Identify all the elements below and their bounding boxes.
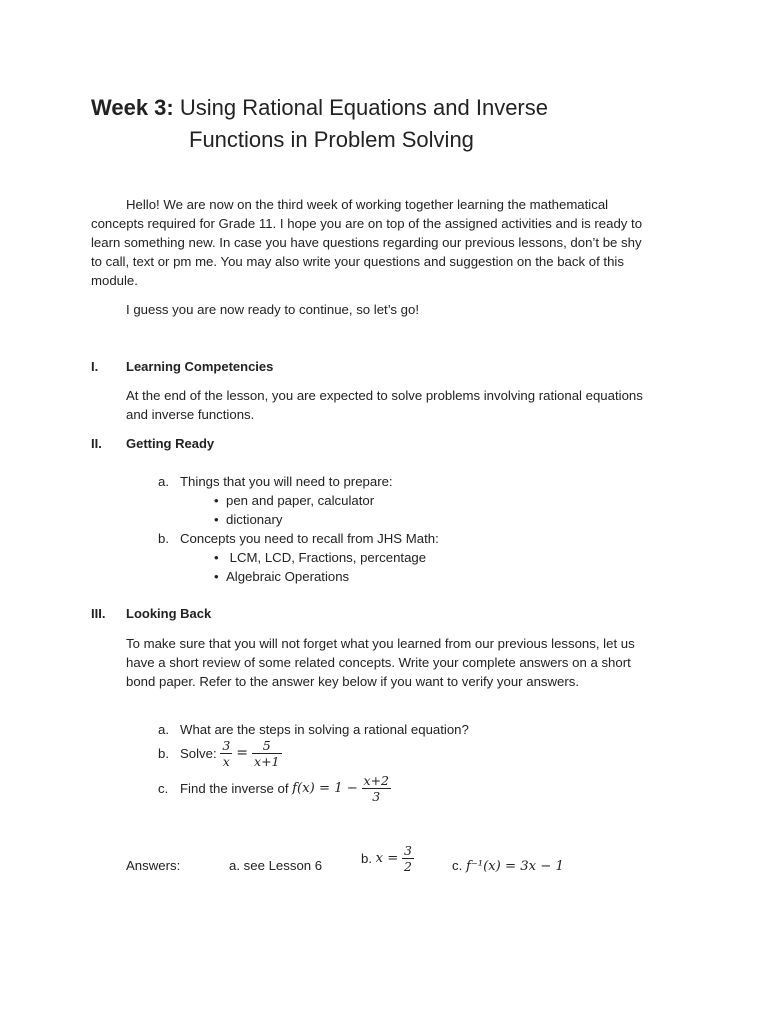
item-letter: b.	[158, 531, 169, 546]
item-text: Things that you will need to prepare:	[180, 474, 393, 489]
fraction-denominator: x+1	[254, 754, 280, 769]
list-item	[214, 510, 282, 529]
fraction-denominator: 2	[404, 859, 412, 874]
question-a	[158, 720, 469, 739]
title-line-2: Functions in Problem Solving	[189, 127, 474, 152]
answer-c	[452, 856, 564, 876]
answer-expression: f⁻¹(x) = 3x − 1	[465, 859, 564, 874]
fraction-numerator: 3	[222, 738, 231, 753]
section-2-number: II.	[91, 436, 102, 451]
section-1-text: At the end of the lesson, you are expected to solve problems involving rational equations and inverse functions.	[126, 388, 643, 422]
equals-sign: =	[236, 745, 249, 761]
item-letter: a.	[158, 722, 169, 737]
fraction	[402, 843, 414, 874]
bullet-icon: •	[214, 569, 219, 584]
item-text: Find the inverse of	[180, 781, 289, 796]
bullet-icon: •	[214, 493, 219, 508]
fraction-numerator: 5	[262, 738, 271, 753]
fraction-numerator: x+2	[363, 773, 390, 788]
function-expression: f(x) = 1 −	[292, 781, 358, 796]
intro-text: Hello! We are now on the third week of working together learning the mathematical concepts required for Grade 11. I hope you are on top of the assigned activities and is ready to learn something new. In case you have questions regarding our previous lessons, don’t be shy to call, text or pm me. You may also write your questions and suggestion on the back of this module.	[91, 197, 643, 288]
page-title	[91, 92, 548, 152]
list-item	[214, 548, 426, 567]
item-text: Solve:	[180, 746, 217, 761]
section-3-text: To make sure that you will not forget what you learned from our previous lessons, let us have a short review of some related concepts. Write your complete answers on a short bond paper. Refer to the answer key below if you want to verify your answers.	[126, 636, 635, 689]
bullet-text: pen and paper, calculator	[226, 493, 375, 508]
section-3-title: Looking Back	[126, 606, 212, 621]
fraction-numerator: 3	[404, 843, 412, 858]
section-2-title: Getting Ready	[126, 436, 215, 451]
week-label: Week 3:	[91, 95, 174, 120]
answer-prefix: b.	[361, 851, 372, 866]
fraction-denominator: x	[220, 753, 232, 769]
item-text: Concepts you need to recall from JHS Math:	[180, 531, 439, 546]
answers-label: Answers:	[126, 858, 181, 873]
answer-a: a. see Lesson 6	[229, 858, 323, 873]
item-letter: a.	[158, 474, 169, 489]
bullet-text: Algebraic Operations	[226, 569, 350, 584]
fraction	[252, 738, 281, 769]
bullet-icon: •	[214, 512, 219, 527]
intro-paragraph	[91, 195, 651, 290]
fraction	[362, 773, 391, 804]
question-b	[158, 738, 282, 769]
item-letter: c.	[158, 781, 169, 796]
list-item	[158, 472, 393, 491]
section-1-title: Learning Competencies	[126, 359, 274, 374]
list-item	[158, 529, 439, 548]
list-item	[214, 567, 349, 586]
bullet-text: LCM, LCD, Fractions, percentage	[226, 550, 427, 565]
bullet-icon: •	[214, 550, 219, 565]
fraction	[220, 738, 232, 769]
item-text: What are the steps in solving a rational equation?	[180, 722, 469, 737]
list-item	[214, 491, 374, 510]
title-line-1: Using Rational Equations and Inverse	[179, 95, 548, 120]
bullet-text: dictionary	[226, 512, 283, 527]
answer-prefix: c.	[452, 858, 463, 873]
item-letter: b.	[158, 746, 169, 761]
fraction-denominator: 3	[362, 788, 391, 804]
question-c	[158, 773, 391, 804]
section-1-number: I.	[91, 359, 99, 374]
section-3-number: III.	[91, 606, 106, 621]
ready-text: I guess you are now ready to continue, so let’s go!	[126, 302, 419, 317]
answer-b	[361, 843, 414, 874]
answer-variable: x =	[375, 851, 399, 866]
